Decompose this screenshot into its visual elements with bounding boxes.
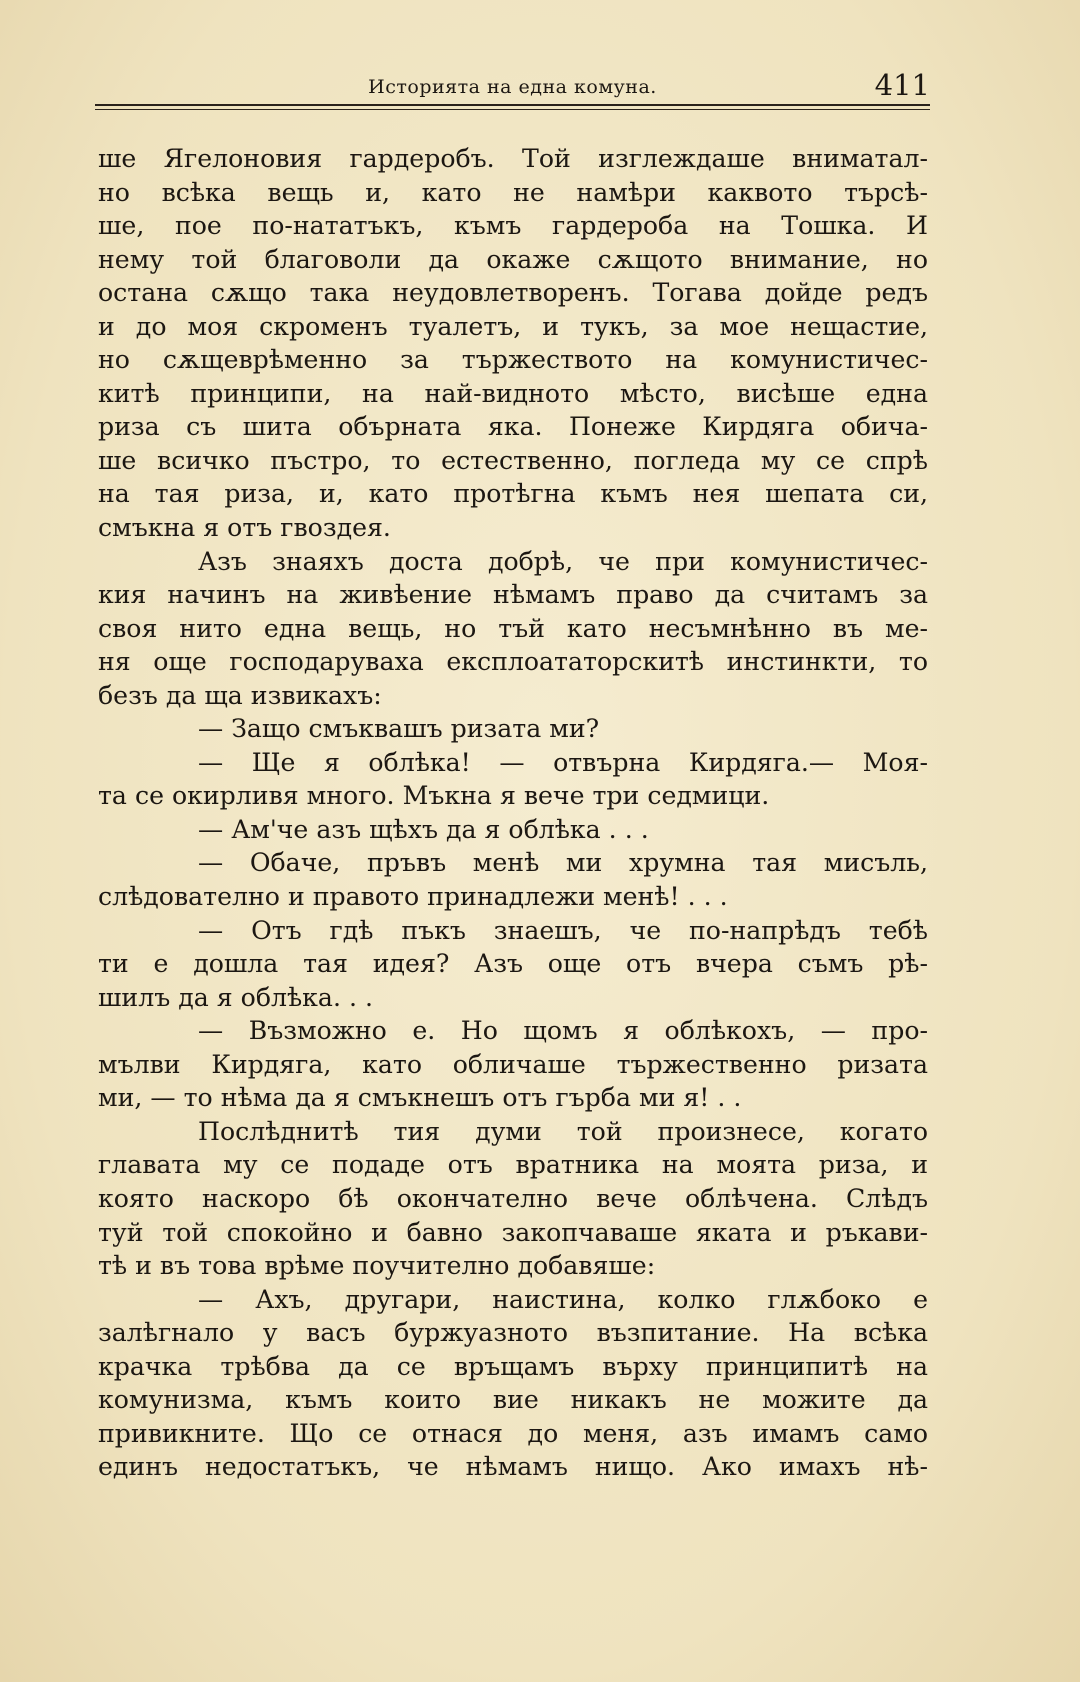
page-header bbox=[95, 68, 930, 112]
text-line: та се окирливя много. Мъкна я вече три седмици. bbox=[98, 781, 770, 811]
text-line: ше, пое по-нататъкъ, къмъ гардероба на Тошка. И bbox=[98, 211, 928, 241]
text-line: ня още господаруваха експлоататорскитѣ инстинкти, то bbox=[98, 647, 928, 677]
header-rule bbox=[95, 104, 930, 106]
text-line: — Възможно е. Но щомъ я облѣкохъ, — про- bbox=[198, 1016, 928, 1046]
page-number: 411 bbox=[874, 68, 930, 102]
text-line: смъкна я отъ гвоздея. bbox=[98, 513, 391, 543]
text-line: но сѫщеврѣменно за тържеството на комунистичес- bbox=[98, 345, 928, 375]
text-line: — Отъ гдѣ пъкъ знаешъ, че по-напрѣдъ тебѣ bbox=[198, 915, 928, 945]
text-line: остана сѫщо така неудовлетворенъ. Тогава дойде редъ bbox=[98, 278, 928, 308]
text-line: и до моя скроменъ туалетъ, и тукъ, за мое нещастие, bbox=[98, 311, 928, 341]
text-line: риза съ шита обърната яка. Понеже Кирдяга обича- bbox=[98, 412, 928, 442]
text-line: на тая риза, и, като протѣгна къмъ нея шепата си, bbox=[98, 479, 928, 509]
text-line: главата му се подаде отъ вратника на моята риза, и bbox=[98, 1150, 928, 1180]
text-line: ти е дошла тая идея? Азъ още отъ вчера съмъ рѣ- bbox=[98, 949, 928, 979]
text-line: привикните. Що се отнася до меня, азъ имамъ само bbox=[98, 1418, 928, 1448]
text-line: ше Ягелоновия гардеробъ. Той изглеждаше вниматал- bbox=[98, 144, 928, 173]
text-line: китѣ принципи, на най-видното мѣсто, висѣше една bbox=[98, 378, 928, 408]
text-line: Послѣднитѣ тия думи той произнесе, когато bbox=[198, 1116, 928, 1146]
text-line: шилъ да я облѣка. . . bbox=[98, 982, 373, 1012]
text-line: ми, — то нѣма да я смъкнешъ отъ гърба ми я! . . bbox=[98, 1083, 742, 1113]
text-line: слѣдователно и правото принадлежи менѣ! . . . bbox=[98, 882, 728, 912]
text-line: туй той спокойно и бавно закопчаваше яката и ръкави- bbox=[98, 1217, 928, 1247]
text-line: тѣ и въ това врѣме поучително добавяше: bbox=[98, 1251, 656, 1281]
running-title: Историята на една комуна. bbox=[368, 76, 657, 98]
text-line: — Ам'че азъ щѣхъ да я облѣка . . . bbox=[198, 814, 649, 844]
text-line: крачка трѣбва да се връщамъ върху принципитѣ на bbox=[98, 1351, 928, 1381]
text-line: ше всичко пъстро, то естественно, погледа му се спрѣ bbox=[98, 445, 928, 475]
text-line: — Защо смъквашъ ризата ми? bbox=[198, 714, 600, 744]
text-line: своя нито една вещь, но тъй като несъмнѣнно въ ме- bbox=[98, 613, 928, 643]
body-text bbox=[98, 142, 928, 1484]
text-line: — Ахъ, другари, наистина, колко глѫбоко е bbox=[198, 1284, 928, 1314]
text-line: мълви Кирдяга, като обличаше тържественно ризата bbox=[98, 1049, 928, 1079]
text-line: но всѣка вещь и, като не намѣри каквото търсѣ- bbox=[98, 177, 928, 207]
text-line: — Ще я облѣка! — отвърна Кирдяга.— Моя- bbox=[198, 747, 928, 777]
text-line: кия начинъ на живѣение нѣмамъ право да считамъ за bbox=[98, 580, 928, 610]
text-line: комунизма, къмъ които вие никакъ не можите да bbox=[98, 1385, 928, 1415]
text-line: залѣгнало у васъ буржуазното възпитание. На всѣка bbox=[98, 1318, 928, 1348]
header-rule-thin bbox=[95, 109, 930, 110]
text-line: — Обаче, пръвъ менѣ ми хрумна тая мисъль, bbox=[198, 848, 928, 878]
text-line: която наскоро бѣ окончателно вече облѣчена. Слѣдъ bbox=[98, 1183, 928, 1213]
text-line: нему той благоволи да окаже сѫщото внимание, но bbox=[98, 244, 928, 274]
text-line: Азъ знаяхъ доста добрѣ, че при комунистичес- bbox=[198, 546, 928, 576]
text-line: безъ да ща извикахъ: bbox=[98, 680, 382, 710]
text-line: единъ недостатъкъ, че нѣмамъ нищо. Ако имахъ нѣ- bbox=[98, 1452, 928, 1482]
